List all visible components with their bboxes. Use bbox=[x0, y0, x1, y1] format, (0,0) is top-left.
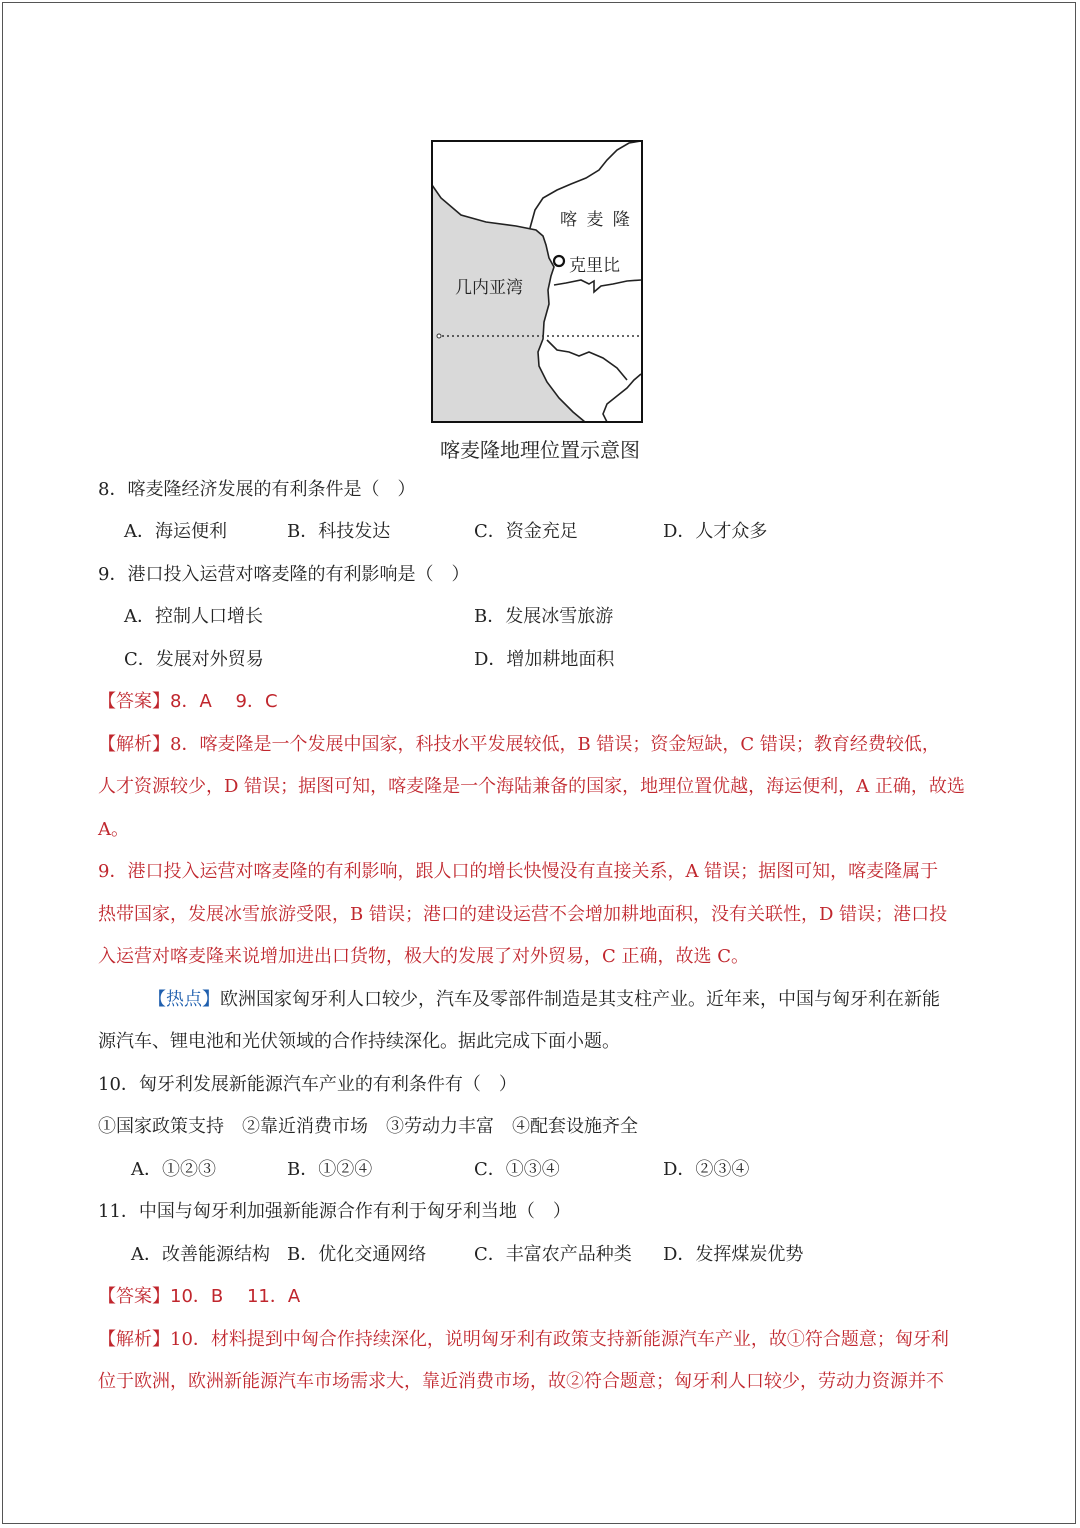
answer-text: 10．B 11．A bbox=[170, 1286, 301, 1307]
q9-option-b: B．发展冰雪旅游 bbox=[474, 606, 614, 627]
q10-option-c: C．①③④ bbox=[474, 1159, 560, 1180]
analysis-1-line-3: A。 bbox=[98, 819, 129, 840]
analysis-1-line-4: 9．港口投入运营对喀麦隆的有利影响，跟人口的增长快慢没有直接关系，A 错误；据图可知，喀麦隆属于 bbox=[98, 861, 939, 882]
q11-option-b: B．优化交通网络 bbox=[287, 1244, 427, 1265]
hot-topic-text: 欧洲国家匈牙利人口较少，汽车及零部件制造是其支柱产业。近年来，中国与匈牙利在新能 bbox=[220, 989, 940, 1010]
q8-option-b: B．科技发达 bbox=[287, 521, 391, 542]
q10-option-b: B．①②④ bbox=[287, 1159, 373, 1180]
analysis-1-line-1 bbox=[98, 732, 940, 758]
q8-option-c: C．资金充足 bbox=[474, 521, 578, 542]
map-label-kribi: 克里比 bbox=[569, 256, 620, 276]
analysis-1-line-5: 热带国家，发展冰雪旅游受限，B 错误；港口的建设运营不会增加耕地面积，没有关联性，D 错误；港口投 bbox=[98, 904, 948, 925]
q11-option-c: C．丰富农产品种类 bbox=[474, 1244, 632, 1265]
q10-option-d: D．②③④ bbox=[663, 1159, 750, 1180]
q9-option-c: C．发展对外贸易 bbox=[124, 649, 264, 670]
answer-block-1 bbox=[98, 689, 278, 715]
question-9-stem: 9．港口投入运营对喀麦隆的有利影响是（ ） bbox=[98, 564, 470, 585]
map-label-cameroon: 喀 麦 隆 bbox=[560, 210, 632, 230]
q10-statements: ①国家政策支持 ②靠近消费市场 ③劳动力丰富 ④配套设施齐全 bbox=[98, 1116, 638, 1137]
kribi-marker-icon bbox=[554, 256, 564, 266]
analysis-tag: 【解析】 bbox=[98, 1329, 170, 1350]
analysis-1-line-2: 人才资源较少，D 错误；据图可知，喀麦隆是一个海陆兼备的国家，地理位置优越，海运便利，A 正确，故选 bbox=[98, 776, 965, 797]
q10-option-a: A．①②③ bbox=[131, 1159, 216, 1180]
analysis-2-line-1 bbox=[98, 1327, 949, 1353]
analysis-text: 8．喀麦隆是一个发展中国家，科技水平发展较低，B 错误；资金短缺，C 错误；教育经费较低， bbox=[170, 734, 940, 755]
q11-option-a: A．改善能源结构 bbox=[131, 1244, 270, 1265]
q8-option-d: D．人才众多 bbox=[663, 521, 768, 542]
map-label-gulf: 几内亚湾 bbox=[455, 278, 523, 298]
hot-topic-line-1 bbox=[148, 987, 940, 1013]
q9-option-d: D．增加耕地面积 bbox=[474, 649, 615, 670]
analysis-2-line-2: 位于欧洲，欧洲新能源汽车市场需求大，靠近消费市场，故②符合题意；匈牙利人口较少，劳动力资源并不 bbox=[98, 1371, 944, 1392]
q8-option-a: A．海运便利 bbox=[124, 521, 227, 542]
answer-tag: 【答案】 bbox=[98, 1286, 170, 1307]
answer-block-2 bbox=[98, 1284, 300, 1310]
q9-option-a: A．控制人口增长 bbox=[124, 606, 263, 627]
answer-text: 8．A 9．C bbox=[170, 691, 278, 712]
question-8-stem: 8．喀麦隆经济发展的有利条件是（ ） bbox=[98, 479, 416, 500]
answer-tag: 【答案】 bbox=[98, 691, 170, 712]
q11-option-d: D．发挥煤炭优势 bbox=[663, 1244, 804, 1265]
analysis-text: 10．材料提到中匈合作持续深化，说明匈牙利有政策支持新能源汽车产业，故①符合题意；匈牙利 bbox=[170, 1329, 949, 1350]
analysis-tag: 【解析】 bbox=[98, 734, 170, 755]
question-10-stem: 10．匈牙利发展新能源汽车产业的有利条件有（ ） bbox=[98, 1074, 517, 1095]
hot-topic-tag: 【热点】 bbox=[148, 989, 220, 1010]
analysis-1-line-6: 入运营对喀麦隆来说增加进出口货物，极大的发展了对外贸易，C 正确，故选 C。 bbox=[98, 946, 749, 967]
question-11-stem: 11．中国与匈牙利加强新能源合作有利于匈牙利当地（ ） bbox=[98, 1201, 571, 1222]
map-caption: 喀麦隆地理位置示意图 bbox=[440, 438, 640, 462]
hot-topic-line-2: 源汽车、锂电池和光伏领域的合作持续深化。据此完成下面小题。 bbox=[98, 1031, 620, 1052]
